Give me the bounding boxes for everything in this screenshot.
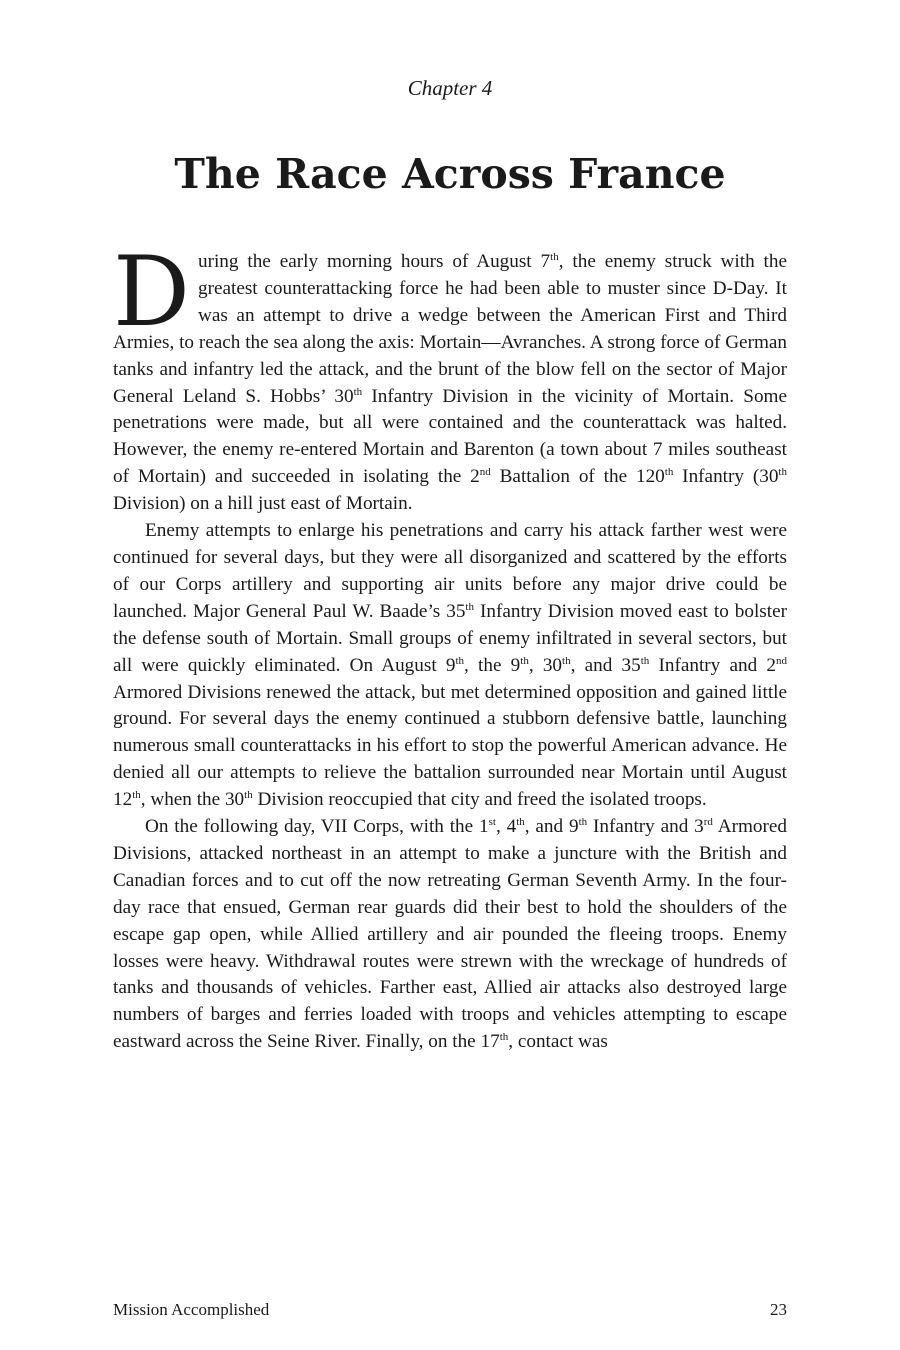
text-run: , contact was (508, 1031, 608, 1053)
ordinal-superscript: st (488, 816, 496, 829)
ordinal-superscript: th (465, 600, 474, 613)
text-run: , the 9 (464, 654, 521, 676)
paragraph-1 (113, 236, 788, 518)
text-run: Infantry (30 (673, 466, 779, 488)
chapter-title: The Race Across France (174, 150, 726, 198)
text-run: , 30 (528, 654, 563, 676)
text-run: , when the 30 (140, 789, 245, 811)
ordinal-superscript: th (353, 385, 363, 398)
drop-cap: D (113, 236, 190, 348)
text-run: Infantry Division in the vicinity of Mortain. Some penetrations were made, but all were contained and the counterattack was halted. However, the enemy re-entered Mortain and Barenton (a town about 7 miles southeast of Mortain) and succeeded in isolating the 2 (113, 385, 787, 488)
ordinal-superscript: th (244, 789, 253, 802)
paragraph-3 (113, 814, 787, 1056)
paragraph-2 (113, 518, 787, 814)
ordinal-superscript: th (499, 1031, 509, 1044)
ordinal-superscript: rd (703, 816, 713, 829)
ordinal-superscript: th (664, 466, 674, 479)
text-run: Infantry and 3 (587, 816, 704, 838)
text-run: Infantry and 2 (649, 654, 776, 676)
ordinal-superscript: th (578, 816, 588, 829)
text-run: , the enemy struck with the greatest counterattacking force he had been able to muster since D-Day. It was an attempt to drive a wedge between the American First and Third Armies, to reach the sea along the axis: Mortain—Avranches. A strong force of German tanks and infantry led the attack, and the brunt of the blow fell on the sector of Major General Leland S. Hobbs’ 30 (113, 251, 788, 407)
text-run: , 4 (495, 816, 517, 838)
chapter-label: Chapter 4 (407, 76, 493, 100)
ordinal-superscript: th (516, 816, 525, 829)
ordinal-superscript: nd (775, 654, 787, 667)
ordinal-superscript: th (132, 789, 141, 802)
text-run: Armored Divisions, attacked northeast in an attempt to make a juncture with the British and Canadian forces and to cut off the now retreating German Seventh Army. In the four-day race that ensued, German rear guards did their best to hold the shoulders of the escape gap open, while Allied artillery and air pounded the fleeing troops. Enemy losses were heavy. Withdrawal routes were strewn with the wreckage of hundreds of tanks and thousands of vehicles. Farther east, Allied air attacks also destroyed large numbers of barges and ferries loaded with troops and vehicles attempting to escape eastward across the Seine River. Finally, on the 17 (113, 816, 787, 1053)
footer-book-title: Mission Accomplished (113, 1300, 270, 1319)
text-run: On the following day, VII Corps, with the 1 (145, 816, 489, 838)
text-run: , and 35 (570, 654, 641, 676)
ordinal-superscript: th (778, 466, 787, 479)
text-run: Infantry Division moved east to bolster the defense south of Mortain. Small groups of enemy infiltrated in several sectors, but all were quickly eliminated. On August 9 (113, 600, 787, 676)
footer-page-number: 23 (770, 1300, 787, 1319)
ordinal-superscript: th (455, 654, 465, 667)
ordinal-superscript: th (562, 654, 571, 667)
ordinal-superscript: nd (479, 466, 491, 479)
body-text (113, 236, 788, 1056)
text-run: Division reoccupied that city and freed the isolated troops. (252, 789, 707, 811)
text-run: , and 9 (524, 816, 579, 838)
ordinal-superscript: th (550, 251, 559, 263)
text-run: Armored Divisions renewed the attack, but met determined opposition and gained little ground. For several days the enemy continued a stubborn defensive battle, launching numerous small counterattacks in his effort to stop the powerful American advance. He denied all our attempts to relieve the battalion surrounded near Mortain until August 12 (113, 681, 787, 811)
text-run: Battalion of the 120 (490, 466, 665, 488)
ordinal-superscript: th (520, 654, 529, 667)
text-run: Division) on a hill just east of Mortain. (113, 493, 413, 515)
text-run: uring the early morning hours of August 7 (197, 251, 551, 272)
ordinal-superscript: th (640, 654, 650, 667)
text-run: Enemy attempts to enlarge his penetrations and carry his attack farther west were continued for several days, but they were all disorganized and scattered by the efforts of our Corps artillery and supporting air units before any major drive could be launched. Major General Paul W. Baade’s 35 (113, 520, 787, 622)
